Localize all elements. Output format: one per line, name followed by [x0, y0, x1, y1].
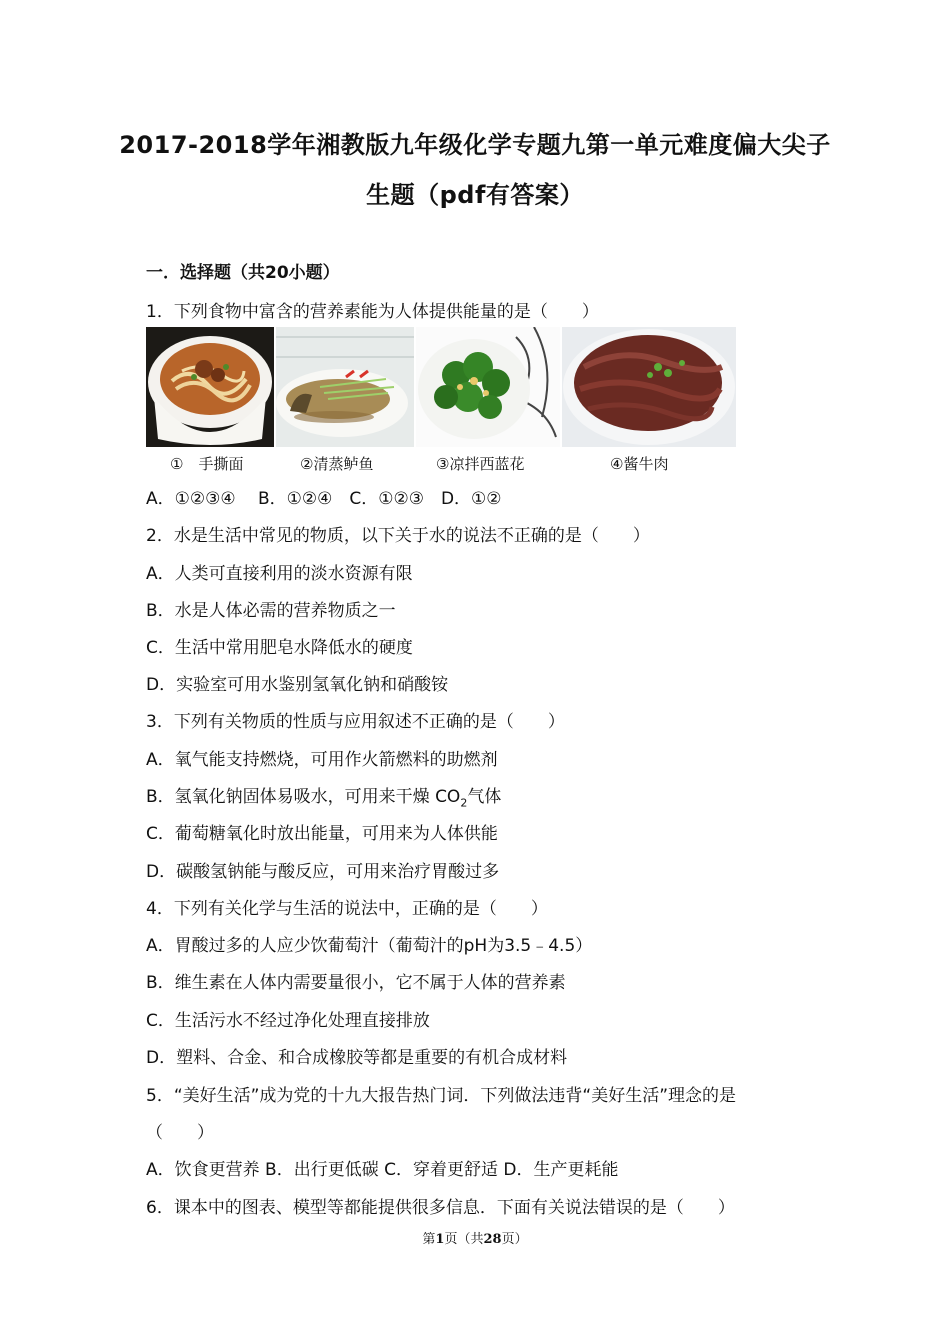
q3b-text: B．氢氧化钠固体易吸水，可用来干燥 CO — [146, 787, 461, 807]
caption-broccoli: ③凉拌西蓝花 — [436, 455, 525, 473]
caption-noodle: ① 手撕面 — [170, 455, 244, 473]
caption-beef: ④酱牛肉 — [610, 455, 669, 473]
question-4-option-a: A．胃酸过多的人应少饮葡萄汁（葡萄汁的pH为3.5﹣4.5） — [146, 936, 593, 956]
braised-beef-image — [562, 327, 736, 447]
section-heading: 一．选择题（共20小题） — [146, 263, 340, 283]
question-3-option-a: A．氧气能支持燃烧，可用作火箭燃料的助燃剂 — [146, 750, 498, 770]
question-4-option-b: B．维生素在人体内需要量很小，它不属于人体的营养素 — [146, 973, 566, 993]
page-footer: 第1页（共28页） — [422, 1232, 528, 1247]
q3b-subscript: 2 — [460, 796, 468, 810]
question-2-option-b: B．水是人体必需的营养物质之一 — [146, 601, 396, 621]
document-title-line-1: 2017-2018学年湘教版九年级化学专题九第一单元难度偏大尖子 — [119, 131, 831, 159]
question-1-stem: 1．下列食物中富含的营养素能为人体提供能量的是（ ） — [146, 302, 599, 322]
question-3-stem: 3．下列有关物质的性质与应用叙述不正确的是（ ） — [146, 712, 565, 732]
question-1-options: A．①②③④ B．①②④ C．①②③ D．①② — [146, 489, 502, 509]
question-2-option-c: C．生活中常用肥皂水降低水的硬度 — [146, 638, 413, 658]
question-5-stem-continued: （ ） — [146, 1123, 214, 1143]
question-2-stem: 2．水是生活中常见的物质，以下关于水的说法不正确的是（ ） — [146, 526, 650, 546]
steamed-fish-image — [276, 327, 414, 447]
noodle-soup-image — [146, 327, 274, 447]
question-4-option-d: D．塑料、合金、和合成橡胶等都是重要的有机合成材料 — [146, 1048, 568, 1068]
question-3-option-c: C．葡萄糖氧化时放出能量，可用来为人体供能 — [146, 824, 498, 844]
question-2-option-a: A．人类可直接利用的淡水资源有限 — [146, 564, 413, 584]
question-4-option-c: C．生活污水不经过净化处理直接排放 — [146, 1011, 430, 1031]
document-title-line-2: 生题（pdf有答案） — [366, 181, 584, 209]
question-6-stem: 6．课本中的图表、模型等都能提供很多信息．下面有关说法错误的是（ ） — [146, 1198, 735, 1218]
caption-fish: ②清蒸鲈鱼 — [300, 455, 374, 473]
question-3-option-b — [146, 782, 501, 809]
question-5-options: A．饮食更营养 B．出行更低碳 C．穿着更舒适 D．生产更耗能 — [146, 1160, 619, 1180]
question-2-option-d: D．实验室可用水鉴别氢氧化钠和硝酸铵 — [146, 675, 449, 695]
q3b-tail: 气体 — [467, 787, 502, 807]
question-3-option-d: D．碳酸氢钠能与酸反应，可用来治疗胃酸过多 — [146, 862, 500, 882]
question-5-stem: 5．“美好生活”成为党的十九大报告热门词．下列做法违背“美好生活”理念的是 — [146, 1086, 737, 1106]
question-4-stem: 4．下列有关化学与生活的说法中，正确的是（ ） — [146, 899, 548, 919]
broccoli-image — [416, 327, 560, 447]
food-images — [146, 327, 736, 477]
